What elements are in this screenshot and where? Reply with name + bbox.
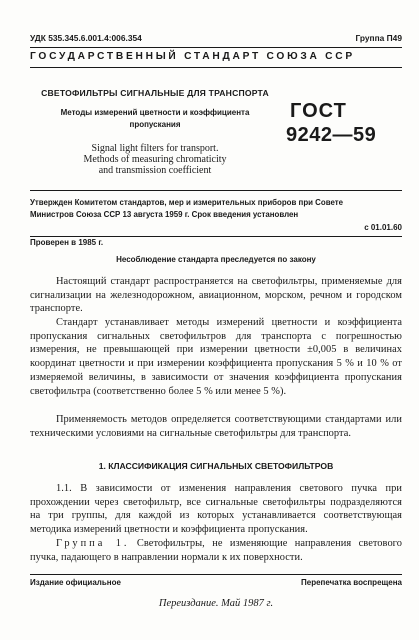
legal-warning: Несоблюдение стандарта преследуется по закону [116,255,316,264]
body-paragraph-1: Настоящий стандарт распространяется на светофильтры, применяемые для сигнализации на железнодорожном, авиационном, морском, речном и городском транспорте. [30,276,402,315]
header-top-rule [30,47,402,48]
english-title-line2: Methods of measuring chromaticity [83,154,227,165]
standard-subtitle-line2: пропускания [129,120,181,129]
english-title-line1: Signal light filters for transport. [91,143,219,154]
standard-subtitle-line1: Методы измерений цветности и коэффициента [60,108,250,117]
title-bottom-rule [30,190,402,191]
reprint-prohibited: Перепечатка воспрещена [301,578,402,587]
checked-note: Проверен в 1985 г. [30,238,104,247]
standard-banner: ГОСУДАРСТВЕННЫЙ СТАНДАРТ СОЮЗА ССР [30,51,355,62]
body-paragraph-3: Применяемость методов определяется соответствующими стандартами или техническими условиями на сигнальные светофильтры для транспорта. [30,414,402,439]
udk-code: УДК 535.345.6.001.4:006.354 [30,33,142,43]
group-code: Группа П49 [355,33,402,43]
approval-line1: Утвержден Комитетом стандартов, мер и измерительных приборов при Совете [30,198,343,207]
effective-date: с 01.01.60 [364,223,402,232]
section-paragraph-2 [30,537,402,564]
reprint-note: Переиздание. Май 1987 г. [158,598,274,609]
group-description: Светофильтры, не изменяющие направления светового пучка, падающего в направлении нормали к их поверхности. [30,538,402,563]
official-edition: Издание официальное [30,578,121,587]
header-bottom-rule [30,67,402,68]
footer-rule [30,574,402,575]
standard-title: СВЕТОФИЛЬТРЫ СИГНАЛЬНЫЕ ДЛЯ ТРАНСПОРТА [41,88,269,98]
gost-label: ГОСТ [290,100,347,122]
group-lead: Группа 1. [56,538,130,549]
body-paragraph-2: Стандарт устанавливает методы измерений цветности и коэффициента пропускания сигнальных светофильтров для транспорта с погрешностью измерения, не превышающей при измерении цветности ±0,005 в величинах координат цветности и при измерении коэффициента пропускания 5 % и 10 % от измеряемой величины, в зависимости от значения коэффициента пропускания светофильтра (соответственно более 5 % или менее 5 %). [30,317,402,397]
section-heading: 1. КЛАССИФИКАЦИЯ СИГНАЛЬНЫХ СВЕТОФИЛЬТРОВ [98,461,334,471]
approval-line2: Министров Союза ССР 13 августа 1959 г. Срок введения установлен [30,210,299,219]
english-title-line3: and transmission coefficient [98,165,212,176]
section-paragraph-1: 1.1. В зависимости от изменения направления светового пучка при прохождении через светофильтр, все сигнальные светофильтры подразделяются на три группы, для каждой из которых устанавливается соответствующая методика измерений цветности и коэффициента пропускания. [30,483,402,536]
approval-bottom-rule [30,236,402,237]
gost-number: 9242—59 [286,124,377,146]
